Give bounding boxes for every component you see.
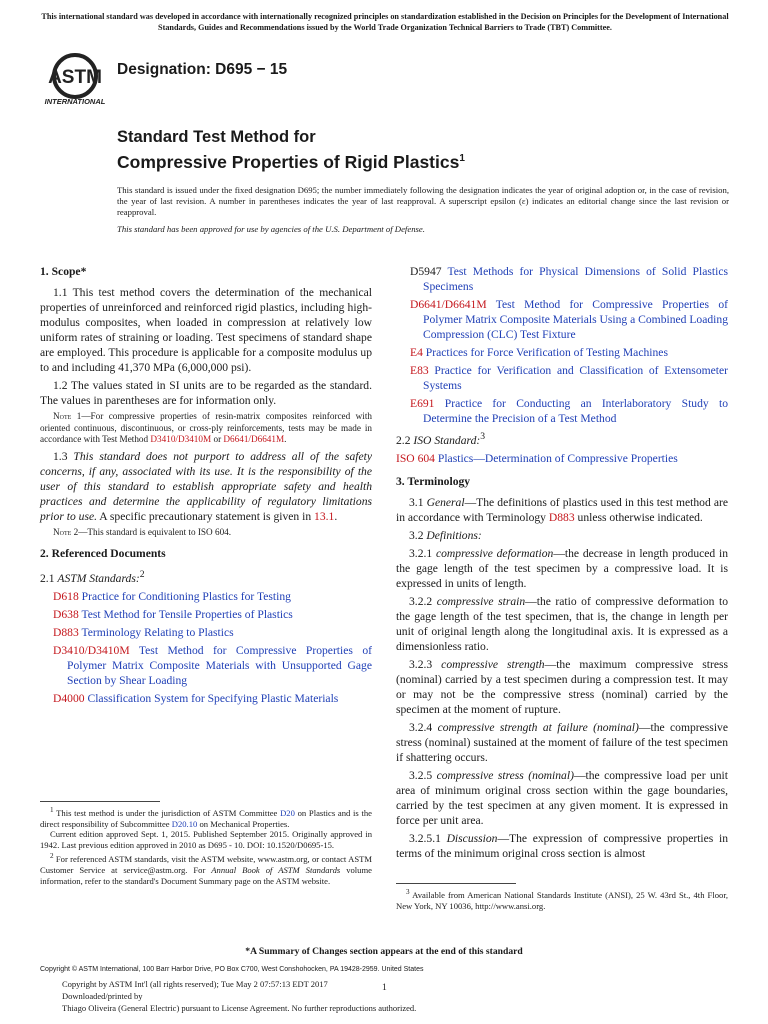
ref-code-link[interactable]: D4000 [53, 691, 85, 705]
astm-standards-label: 2.1 ASTM Standards:$^2$ [40, 569, 145, 585]
ref-code-link[interactable]: D3410/D3410M [53, 643, 130, 657]
section-1-3: 1.3 This standard does not purport to address all of the safety concerns, if any, associated with its use. It is the responsibility of the user of this standard to establish appropriate safety and health practices and determine the applicability of regulatory limitations prior to use. A specific precautionary statement is given in 13.1. [40, 449, 373, 523]
astm-logo [40, 52, 110, 107]
definition: 3.2.5 compressive stress (nominal)—the compressive load per unit area of minimum original cross section within the gage boundaries, carried by the test specimen at any given moment. It is expressed in force per unit area. [396, 768, 728, 827]
ref-title-link[interactable]: Terminology Relating to Plastics [81, 625, 234, 639]
footnote-rule-right [396, 883, 516, 884]
svg-text:ASTM: ASTM [48, 67, 102, 88]
license-line-1: Copyright by ASTM Int'l (all rights reserved); Tue May 2 07:57:13 EDT 2017 [62, 979, 328, 989]
title-footnote-mark: 1 [459, 153, 465, 164]
ref-item [396, 345, 728, 360]
link-13-1[interactable]: 13.1 [314, 509, 335, 523]
ref-code-link[interactable]: E83 [410, 364, 429, 377]
section-3-2: 3.2 Definitions: [409, 528, 482, 542]
definition: 3.2.4 compressive strength at failure (nominal)—the compressive stress (nominal) sustained at the moment of failure of the test specimen if shattering occurs. [396, 720, 728, 764]
ref-code-link[interactable]: D6641/D6641M [410, 298, 487, 311]
ref-item [396, 264, 728, 294]
left-column [40, 264, 372, 709]
definition: 3.2.5.1 Discussion—The expression of compressive properties in terms of the minimum original cross section is almost [396, 831, 729, 860]
ref-item [396, 363, 728, 393]
section-3-1: 3.1 General—The definitions of plastics used in this test method are in accordance with Terminology D883 unless otherwise indicated. [396, 495, 728, 524]
ref-item [396, 396, 728, 426]
footnote-2: $^2$ For referenced ASTM standards, visit the ASTM website, www.astm.org, or contact ASTM Customer Service at service@astm.org. For Annual Book of ASTM Standards volume information, refer to the standard's Document Summary page on the ASTM website. [40, 852, 372, 886]
footnotes-left [40, 805, 372, 886]
link-d6641[interactable]: D6641/D6641M [223, 434, 285, 444]
scope-heading: 1. Scope* [40, 265, 87, 278]
ref-code-link[interactable]: ISO 604 [396, 451, 435, 465]
referenced-documents-heading: 2. Referenced Documents [40, 547, 166, 560]
definition: 3.2.2 compressive strain—the ratio of compressive deformation to the gage length of the test specimen, that is, the change in length per unit of original length along the longitudinal axis. It is expressed as a dimensionless ratio. [396, 594, 728, 653]
ref-title-link[interactable]: Classification System for Specifying Plastic Materials [87, 691, 339, 705]
footnote-1: $^1$ This test method is under the jurisdiction of ASTM Committee D20 on Plastics and is the direct responsibility of Subcommittee D20.10 on Mechanical Properties. [40, 806, 372, 829]
ref-item [40, 589, 372, 604]
license-line-2: Downloaded/printed by [62, 991, 143, 1001]
document-title [117, 127, 465, 173]
section-1-1: 1.1 This test method covers the determination of the mechanical properties of unreinforced and reinforced rigid plastics, including high-modulus composites, when loaded in compression at relatively low uniform rates of straining or loading. Test specimens of standard shape are employed. This procedure is applicable for a composite modulus up to and including 41,370 MPa (6,000,000 psi). [40, 286, 372, 374]
title-line-1: Standard Test Method for [117, 128, 316, 146]
ref-title-link[interactable]: Practice for Conducting an Interlaboratory Study to Determine the Precision of a Test Method [423, 397, 728, 425]
designation: Designation: D695 − 15 [117, 61, 288, 78]
footnotes-right [396, 887, 728, 911]
title-line-2: Compressive Properties of Rigid Plastics$^1$ [117, 151, 465, 172]
definition: 3.2.1 compressive deformation—the decrease in length produced in the gage length of the test specimen by a compressive load. It is expressed in units of length. [396, 546, 728, 590]
link-d20[interactable]: D20 [280, 807, 295, 818]
ref-title-link[interactable]: Test Method for Compressive Properties of Polymer Matrix Composite Materials with Unsupported Gage Section by Shear Loading [67, 643, 372, 687]
ref-item [40, 643, 372, 688]
ref-item [396, 297, 728, 342]
intro-paragraph: This standard is issued under the fixed designation D695; the number immediately following the designation indicates the year of original adoption or, in the case of revision, the year of last revision. A number in parentheses indicates the year of last reapproval. A superscript epsilon (ε) indicates an editorial change since the last revision or reapproval. [117, 185, 729, 217]
right-column [396, 264, 728, 864]
ref-title-link[interactable]: Practice for Conditioning Plastics for Testing [81, 589, 291, 603]
ref-title-link[interactable]: Practice for Verification and Classification of Extensometer Systems [423, 364, 729, 392]
ref-code-link[interactable]: D638 [53, 607, 79, 621]
section-1-2: 1.2 The values stated in SI units are to be regarded as the standard. The values in parentheses are for information only. [40, 379, 372, 407]
ref-code-link[interactable]: E4 [410, 346, 423, 359]
ref-item [40, 607, 372, 622]
ref-code-link[interactable]: D883 [53, 625, 79, 639]
ref-item [40, 691, 372, 706]
note-1: Note 1—For compressive properties of resin-matrix composites reinforced with oriented continuous, discontinuous, or cross-ply reinforcements, tests may be made in accordance with Test Method D3410/D3410M or D6641/D6641M. [40, 411, 372, 444]
note-2: Note 2—This standard is equivalent to ISO 604. [53, 526, 232, 537]
ref-title-link[interactable]: Plastics—Determination of Compressive Properties [437, 451, 678, 465]
link-d883[interactable]: D883 [548, 510, 575, 524]
ref-code: D5947 [410, 265, 442, 278]
definition: 3.2.3 compressive strength—the maximum compressive stress (nominal) carried by a test specimen during a compression test. It may or may not be the compressive stress (nominal) carried by the specimen at the moment of rupture. [396, 657, 728, 716]
dod-approval: This standard has been approved for use by agencies of the U.S. Department of Defense. [117, 224, 425, 234]
ref-title-link[interactable]: Test Method for Compressive Properties of Polymer Matrix Composite Materials Using a Combined Loading Compression (CLC) Test Fixture [423, 298, 728, 341]
link-d3410[interactable]: D3410/D3410M [150, 434, 212, 444]
iso-standard-label: 2.2 ISO Standard:$^3$ [396, 431, 486, 447]
page-number: 1 [382, 983, 387, 993]
ref-code-link[interactable]: D618 [53, 589, 79, 603]
footnote-1-edition: Current edition approved Sept. 1, 2015. Published September 2015. Originally approved in 1942. Last previous edition approved in 2010 as D695 - 10. DOI: 10.1520/D0695-15. [40, 829, 372, 851]
license-block [62, 978, 416, 1014]
ref-title-link[interactable]: Test Methods for Physical Dimensions of Solid Plastics Specimens [423, 265, 728, 293]
terminology-heading: 3. Terminology [396, 474, 471, 488]
copyright-line: Copyright © ASTM International, 100 Barr Harbor Drive, PO Box C700, West Conshohocken, PA 19428-2959. United States [40, 966, 424, 973]
ref-item [40, 625, 372, 640]
footnote-3: $^3$ Available from American National Standards Institute (ANSI), 25 W. 43rd St., 4th Floor, New York, NY 10036, http://www.ansi.org. [396, 888, 728, 911]
ref-title-link[interactable]: Practices for Force Verification of Testing Machines [425, 346, 668, 359]
ref-code-link[interactable]: E691 [410, 397, 435, 410]
top-notice: This international standard was developed in accordance with internationally recognized principles on standardization established in the Decision on Principles for the Development of International Standards, Guides and Recommendations issued by the World Trade Organization Technical Barriers to Trade (TBT) Committee. [41, 12, 729, 32]
intro-block [117, 185, 729, 239]
ref-title-link[interactable]: Test Method for Tensile Properties of Plastics [81, 607, 293, 621]
license-line-3: Thiago Oliveira (General Electric) pursuant to License Agreement. No further reproductions authorized. [62, 1003, 417, 1013]
ref-item [396, 451, 728, 466]
summary-of-changes-note: *A Summary of Changes section appears at the end of this standard [245, 946, 523, 957]
svg-text:INTERNATIONAL: INTERNATIONAL [44, 97, 106, 106]
link-d20-10[interactable]: D20.10 [171, 818, 198, 829]
footnote-rule-left [40, 801, 160, 802]
